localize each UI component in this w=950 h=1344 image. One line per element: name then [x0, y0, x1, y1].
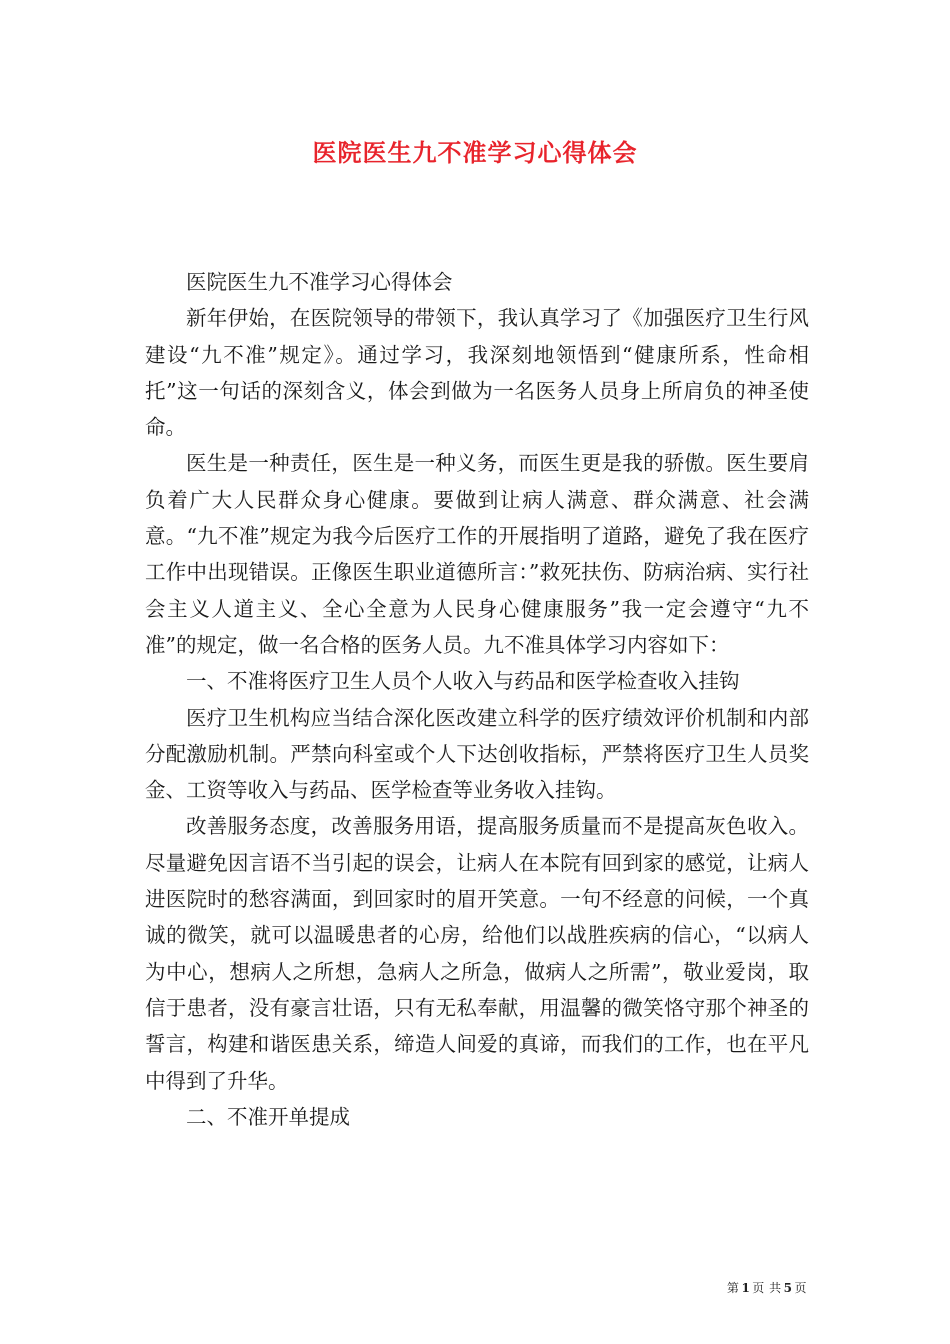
total-page-number: 5	[783, 1281, 793, 1295]
paragraph-subtitle: 医院医生九不准学习心得体会	[186, 270, 453, 294]
section-heading-1: 一、不准将医疗卫生人员个人收入与药品和医学检查收入挂钩	[186, 669, 740, 694]
footer-middle: 页 共	[752, 1281, 782, 1295]
footer-prefix: 第	[726, 1281, 740, 1295]
paragraph-responsibility: 医生是一种责任，医生是一种义务，而医生更是我的骄傲。医生要肩负着广大人民群众身心健康。要做到让病人满意、群众满意、社会满意。“九不准”规定为我今后医疗工作的开展指明了道路，避免了我在医疗工作中出现错误。正像医生职业道德所言：”救死扶伤、防病治病、实行社会主义人道主义、全心全意为人民身心健康服务”我一定会遵守“九不准”的规定，做一名合格的医务人员。九不准具体学习内容如下：	[145, 451, 809, 657]
document-body	[145, 264, 809, 1135]
section-heading-2: 二、不准开单提成	[186, 1104, 350, 1129]
paragraph-service: 改善服务态度，改善服务用语，提高服务质量而不是提高灰色收入。尽量避免因言语不当引起的误会，让病人在本院有回到家的感觉，让病人进医院时的愁容满面，到回家时的眉开笑意。一句不经意的问候，一个真诚的微笑，就可以温暖患者的心房，给他们以战胜疾病的信心，“以病人为中心，想病人之所想，急病人之所急，做病人之所需”，敬业爱岗，取信于患者，没有豪言壮语，只有无私奉献，用温馨的微笑恪守那个神圣的誓言，构建和谐医患关系，缔造人间爱的真谛，而我们的工作，也在平凡中得到了升华。	[145, 814, 809, 1093]
page-footer	[727, 1279, 807, 1296]
current-page-number: 1	[741, 1281, 751, 1295]
footer-suffix: 页	[794, 1281, 807, 1295]
paragraph-section-1: 医疗卫生机构应当结合深化医改建立科学的医疗绩效评价机制和内部分配激励机制。严禁向科室或个人下达创收指标，严禁将医疗卫生人员奖金、工资等收入与药品、医学检查等业务收入挂钩。	[145, 705, 809, 803]
document-title: 医院医生九不准学习心得体会	[312, 138, 638, 167]
paragraph-intro: 新年伊始，在医院领导的带领下，我认真学习了《加强医疗卫生行风建设“九不准”规定》。通过学习，我深刻地领悟到“健康所系，性命相托”这一句话的深刻含义，体会到做为一名医务人员身上所肩负的神圣使命。	[145, 306, 809, 440]
